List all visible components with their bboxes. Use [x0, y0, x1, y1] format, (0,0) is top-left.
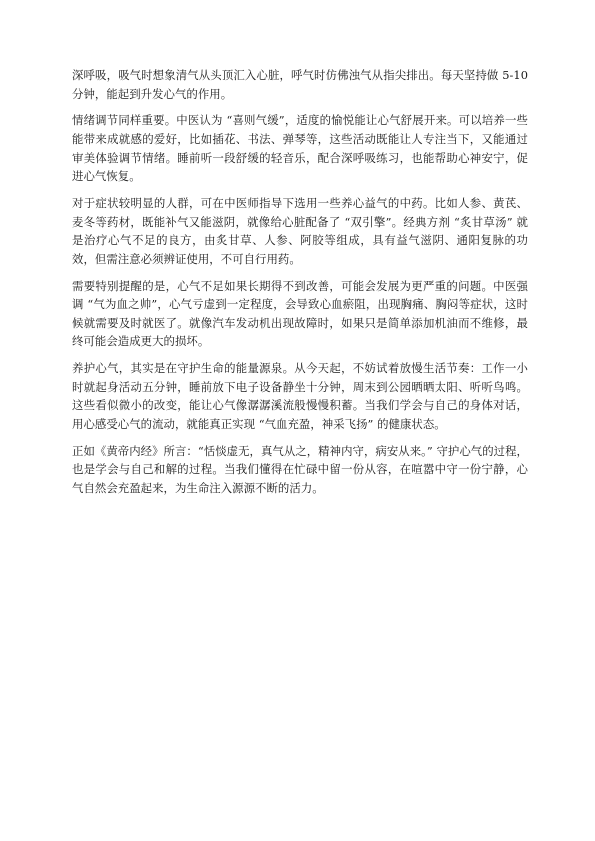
- paragraph-warning: 需要特别提醒的是，心气不足如果长期得不到改善，可能会发展为更严重的问题。中医强调 “气为血之帅”，心气亏虚到一定程度，会导致心血瘀阻，出现胸痛、胸闷等症状，这时候就需要及时就医了。就像汽车发动机出现故障时，如果只是简单添加机油而不维修，最终可能会造成更大的损坏。: [72, 278, 528, 349]
- paragraph-daily-care: 养护心气，其实是在守护生命的能量源泉。从今天起，不妨试着放慢生活节奏：工作一小时就起身活动五分钟，睡前放下电子设备静坐十分钟，周末到公园晒晒太阳、听听鸟鸣。这些看似微小的改变，能让心气像潺潺溪流般慢慢积蓄。当我们学会与自己的身体对话，用心感受心气的流动，就能真正实现 “气血充盈，神采飞扬” 的健康状态。: [72, 361, 528, 431]
- paragraph-herbal-medicine: 对于症状较明显的人群，可在中医师指导下选用一些养心益气的中药。比如人参、黄芪、麦冬等药材，既能补气又能滋阴，就像给心脏配备了 “双引擎”。经典方剂 “炙甘草汤” 就是治疗心气不足的良方，由炙甘草、人参、阿胶等组成，具有益气滋阴、通阳复脉的功效，但需注意必须辨证使用，不可自行用药。: [72, 195, 528, 266]
- paragraph-emotion: 情绪调节同样重要。中医认为 “喜则气缓”，适度的愉悦能让心气舒展开来。可以培养一些能带来成就感的爱好，比如插花、书法、弹琴等，这些活动既能让人专注当下，又能通过审美体验调节情绪。睡前听一段舒缓的轻音乐，配合深呼吸练习，也能帮助心神安宁，促进心气恢复。: [72, 113, 528, 184]
- paragraph-conclusion: 正如《黄帝内经》所言：“恬惔虚无，真气从之，精神内守，病安从来。” 守护心气的过程，也是学会与自己和解的过程。当我们懂得在忙碌中留一份从容，在喧嚣中守一份宁静，心气自然会充盈起来，为生命注入源源不断的活力。: [72, 443, 528, 495]
- paragraph-breathing: 深呼吸，吸气时想象清气从头顶汇入心脏，呼气时仿佛浊气从指尖排出。每天坚持做 5-10 分钟，能起到升发心气的作用。: [72, 68, 528, 101]
- document-body: [72, 66, 528, 506]
